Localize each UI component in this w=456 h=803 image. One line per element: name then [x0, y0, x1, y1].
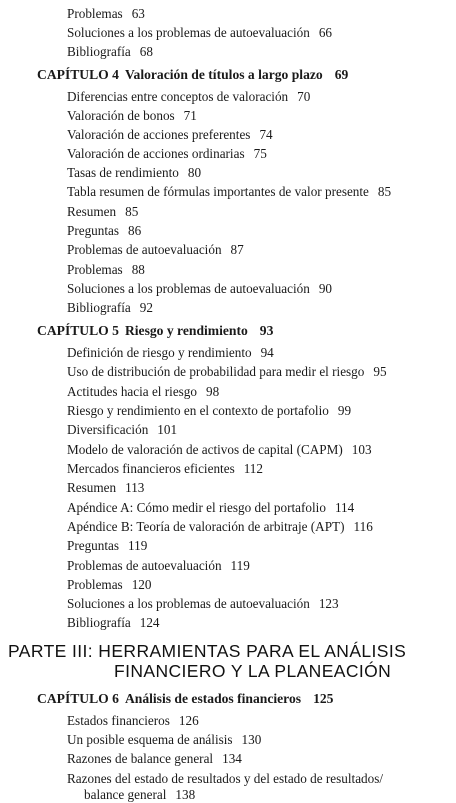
chapter-label: CAPÍTULO 4: [37, 67, 119, 82]
entry-title: Preguntas: [67, 538, 120, 553]
toc-entry: [67, 480, 144, 496]
entry-title: Bibliografía: [67, 300, 131, 315]
entry-title: Problemas de autoevaluación: [67, 242, 222, 257]
toc-entry: [67, 461, 263, 477]
page-number: 130: [241, 732, 262, 747]
page-number: 116: [353, 519, 373, 534]
entry-title: Bibliografía: [67, 615, 131, 630]
chapter-heading: [37, 323, 273, 339]
page-number: 119: [128, 538, 148, 553]
page-number: 126: [178, 713, 199, 728]
page-number: 70: [297, 89, 311, 104]
toc-entry: [67, 596, 339, 612]
entry-title: Razones de balance general: [67, 751, 214, 766]
toc-entry: [67, 89, 310, 105]
toc-entry: [67, 422, 177, 438]
entry-title: Resumen: [67, 204, 117, 219]
chapter-heading: [37, 67, 348, 83]
entry-title: Tasas de rendimiento: [67, 165, 179, 180]
entry-title: Problemas: [67, 577, 123, 592]
page-number: 119: [230, 558, 250, 573]
chapter-title: Riesgo y rendimiento: [124, 323, 248, 338]
page-number: 85: [125, 204, 139, 219]
toc-entry: [67, 184, 391, 200]
entry-title: Valoración de acciones ordinarias: [67, 146, 245, 161]
toc-entry: [67, 44, 153, 60]
page-number: 90: [318, 281, 332, 296]
page-number: 80: [187, 165, 202, 180]
page-number: 87: [230, 242, 244, 257]
entry-title: Diversificación: [67, 422, 149, 437]
toc-entry: [67, 127, 273, 143]
page-number: 138: [175, 787, 196, 802]
page-number: 125: [313, 691, 334, 706]
toc-entry: [67, 242, 244, 258]
entry-title: Estados financieros: [67, 713, 170, 728]
toc-entry: [67, 713, 199, 729]
entry-title: Resumen: [67, 480, 117, 495]
page-number: 123: [318, 596, 339, 611]
part-heading-line-2: FINANCIERO Y LA PLANEACIÓN: [114, 661, 392, 681]
toc-entry: [84, 787, 195, 803]
page-number: 94: [260, 345, 274, 360]
page-number: 95: [373, 364, 387, 379]
toc-entry: [67, 108, 197, 124]
toc-entry: [67, 223, 141, 239]
toc-entry: [67, 300, 153, 316]
page-number: 74: [259, 127, 273, 142]
entry-title: Bibliografía: [67, 44, 131, 59]
page-number: 66: [318, 25, 332, 40]
page-number: 92: [139, 300, 153, 315]
page-number: 85: [377, 184, 392, 199]
page-number: 113: [125, 480, 145, 495]
page-number: 120: [131, 577, 152, 592]
toc-entry: [67, 577, 151, 593]
toc-entry: [67, 519, 373, 535]
page-number: 103: [351, 442, 372, 457]
entry-title: Apéndice B: Teoría de valoración de arbitraje (APT): [67, 519, 345, 534]
entry-title: Razones del estado de resultados y del estado de resultados/: [67, 771, 384, 786]
page-number: 101: [157, 422, 178, 437]
toc-entry: [67, 751, 242, 767]
entry-title: Problemas: [67, 262, 123, 277]
toc-entry: [67, 364, 387, 380]
toc-entry: [67, 732, 261, 748]
entry-title: Riesgo y rendimiento en el contexto de portafolio: [67, 403, 329, 418]
entry-title: Soluciones a los problemas de autoevaluación: [67, 25, 310, 40]
entry-title: Valoración de bonos: [67, 108, 175, 123]
toc-entry: [67, 538, 147, 554]
entry-title: balance general: [84, 787, 167, 802]
toc-entry: [67, 345, 274, 361]
chapter-title: Análisis de estados financieros: [124, 691, 302, 706]
part-heading-line-1: PARTE III: HERRAMIENTAS PARA EL ANÁLISIS: [8, 641, 407, 661]
entry-title: Tabla resumen de fórmulas importantes de valor presente: [67, 184, 369, 199]
toc-entry: [67, 146, 267, 162]
toc-entry: [67, 204, 138, 220]
page-number: 99: [337, 403, 352, 418]
entry-title: Soluciones a los problemas de autoevaluación: [67, 281, 310, 296]
toc-entry: [67, 384, 219, 400]
page-number: 98: [206, 384, 220, 399]
page-number: 114: [334, 500, 355, 515]
entry-title: Actitudes hacia el riesgo: [67, 384, 197, 399]
page-number: 63: [131, 6, 145, 21]
page-number: 124: [139, 615, 160, 630]
entry-title: Preguntas: [67, 223, 120, 238]
entry-title: Un posible esquema de análisis: [67, 732, 233, 747]
entry-title: Apéndice A: Cómo medir el riesgo del portafolio: [67, 500, 326, 515]
toc-entry: [67, 25, 332, 41]
toc-entry: [67, 6, 145, 22]
toc-entry: [67, 403, 351, 419]
entry-title: Diferencias entre conceptos de valoración: [67, 89, 289, 104]
page-number: 88: [131, 262, 145, 277]
toc-entry: [67, 500, 354, 516]
chapter-label: CAPÍTULO 6: [37, 691, 119, 706]
page-number: 112: [243, 461, 263, 476]
toc-entry: [67, 165, 201, 181]
entry-title: Definición de riesgo y rendimiento: [67, 345, 252, 360]
toc-entry: [67, 262, 145, 278]
page-number: 93: [259, 323, 274, 338]
entry-title: Mercados financieros eficientes: [67, 461, 235, 476]
entry-title: Soluciones a los problemas de autoevaluación: [67, 596, 310, 611]
toc-entry: [67, 615, 160, 631]
entry-title: Uso de distribución de probabilidad para medir el riesgo: [67, 364, 365, 379]
toc-entry: [67, 771, 383, 787]
chapter-heading: [37, 691, 333, 707]
entry-title: Problemas: [67, 6, 123, 21]
toc-entry: [67, 442, 372, 458]
page-number: 71: [183, 108, 197, 123]
chapter-label: CAPÍTULO 5: [37, 323, 119, 338]
toc-entry: [67, 281, 332, 297]
page-number: 69: [334, 67, 349, 82]
entry-title: Valoración de acciones preferentes: [67, 127, 251, 142]
page-number: 134: [222, 751, 242, 766]
entry-title: Problemas de autoevaluación: [67, 558, 222, 573]
page-number: 68: [139, 44, 153, 59]
page-number: 75: [253, 146, 267, 161]
toc-entry: [67, 558, 250, 574]
chapter-title: Valoración de títulos a largo plazo: [124, 67, 323, 82]
page-number: 86: [128, 223, 142, 238]
entry-title: Modelo de valoración de activos de capital (CAPM): [67, 442, 343, 457]
